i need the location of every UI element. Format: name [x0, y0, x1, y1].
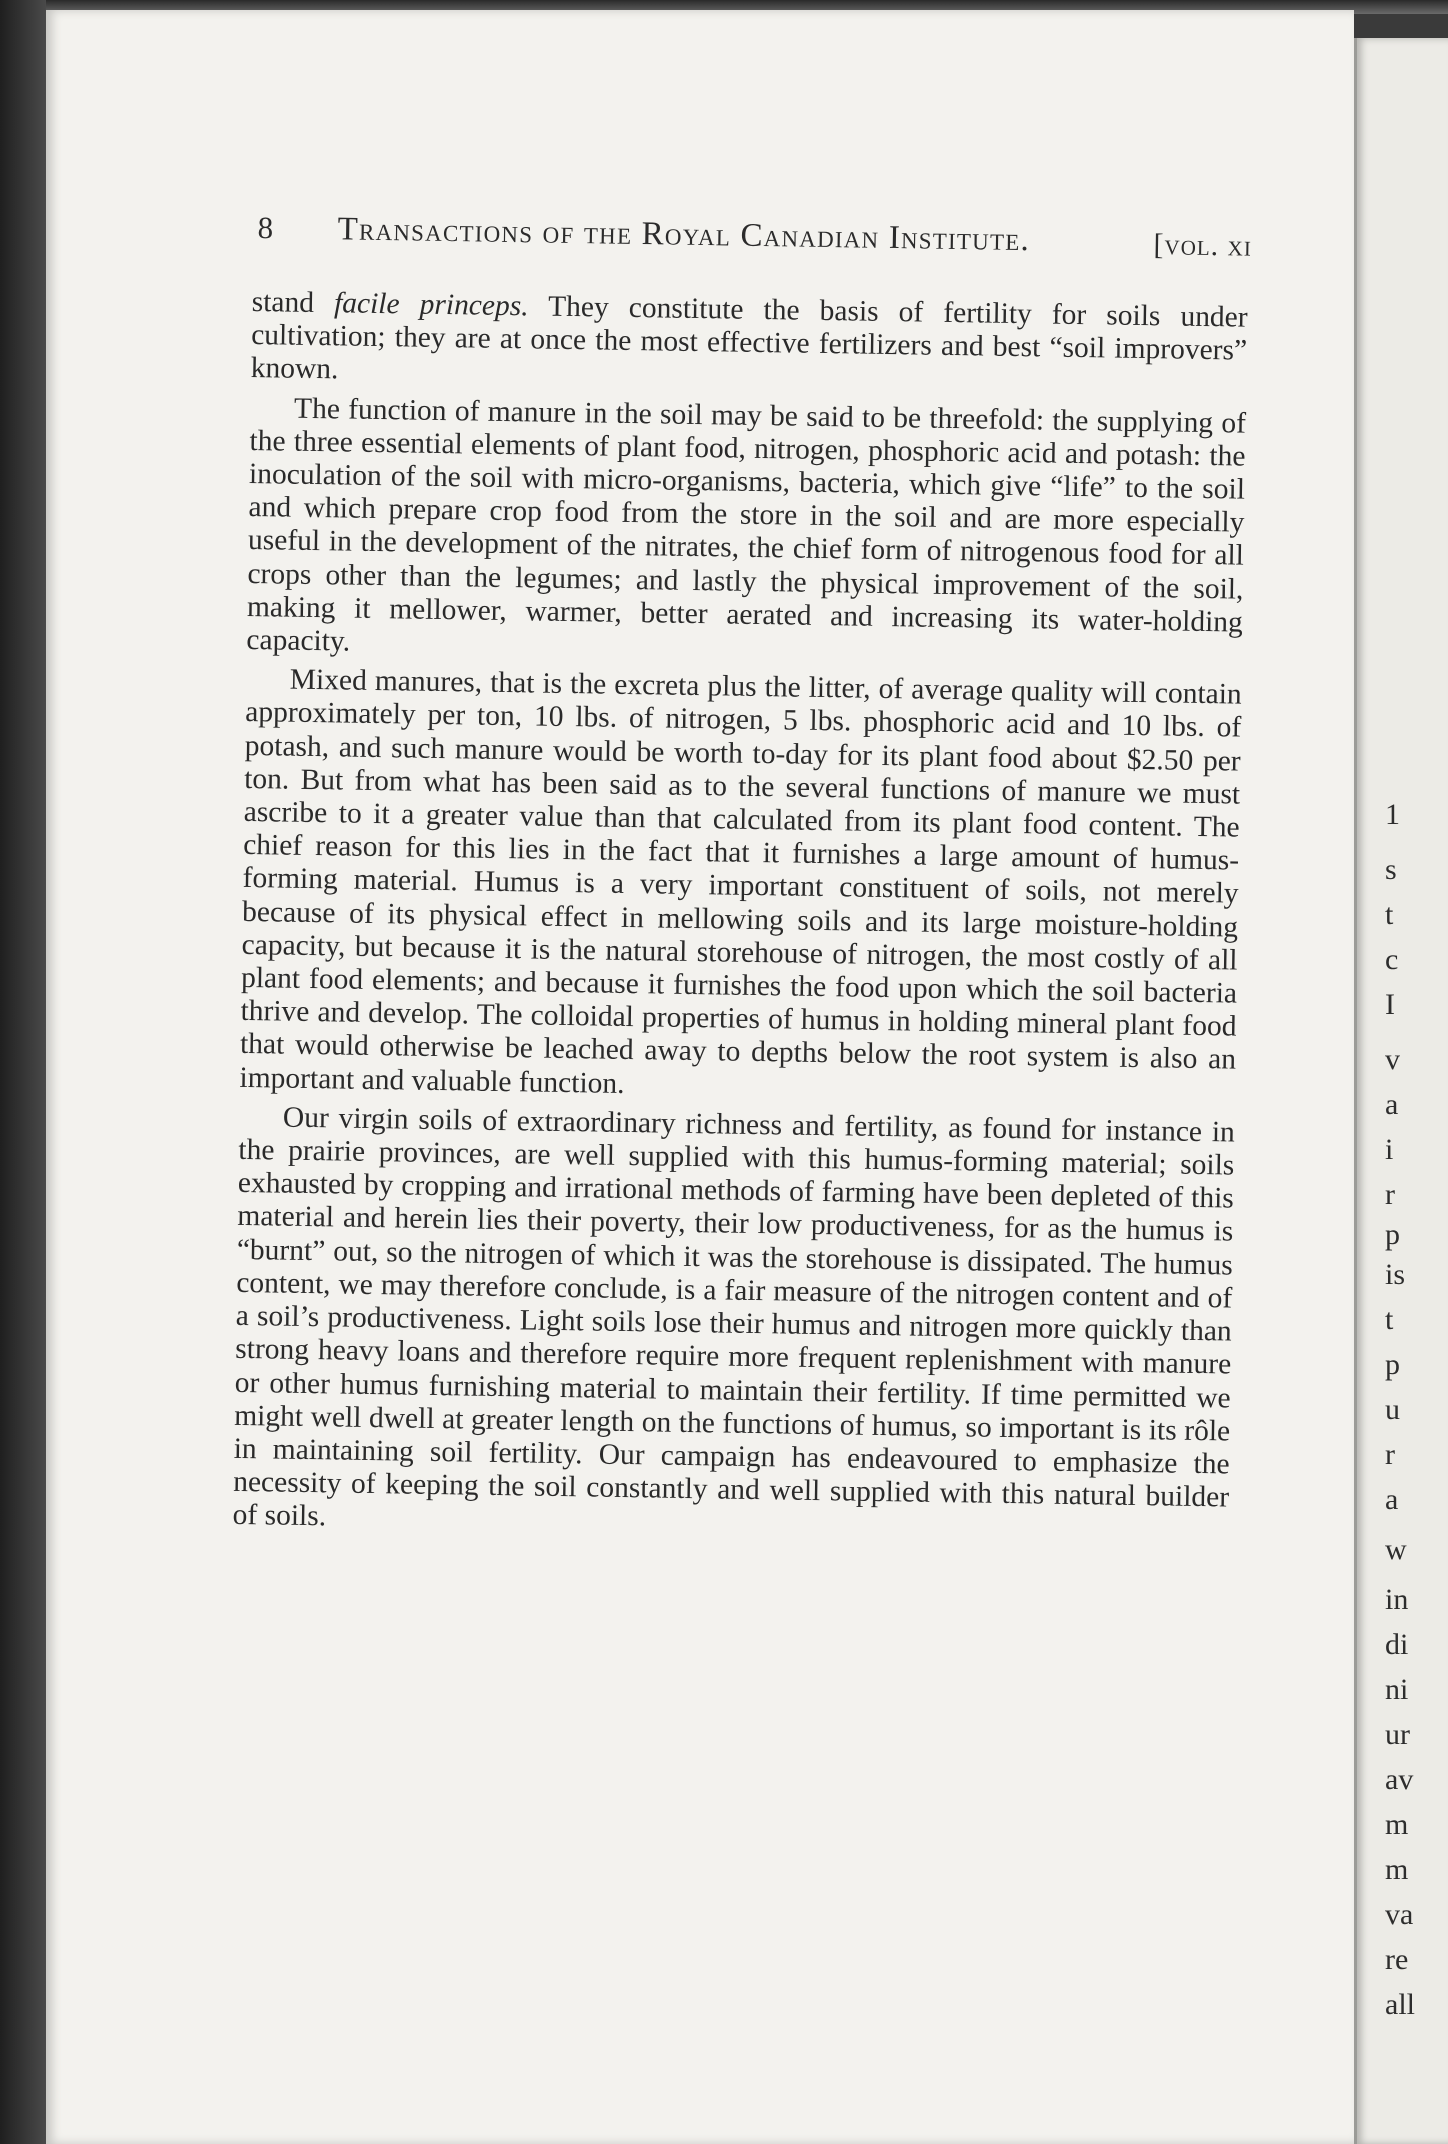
page-number: 8	[257, 210, 274, 246]
facing-page-fragment: c	[1385, 943, 1399, 976]
facing-page-fragment: u	[1385, 1393, 1400, 1426]
facing-page-fragment: ur	[1385, 1718, 1410, 1751]
facing-page-fragment: a	[1385, 1483, 1399, 1516]
journal-title: Transactions of the Royal Canadian Institute.	[337, 211, 1031, 259]
facing-page-fragment: t	[1385, 1303, 1394, 1336]
paragraph-4: Our virgin soils of extraordinary richness and fertility, as found for instance in the prairie provinces, are well supplied with this humus-forming material; soils exhausted by cropping and irrational methods of farming have been depleted of this material and herein lies their poverty, their low productiveness, for as the humus is “burnt” out, so the nitrogen of which it was the storehouse is dissipated. The humus content, we may therefore conclude, is a fair measure of the nitrogen content and of a soil’s productiveness. Light soils lose their humus and nitrogen more quickly than strong heavy loans and therefore require more frequent replenishment with manure or other humus furnishing material to maintain their fertility. If time permitted we might well dwell at greater length on the functions of humus, so important is its rôle in maintaining soil fertility. Our campaign has endeavoured to emphasize the necessity of keeping the soil constantly and well supplied with this natural builder of soils.	[232, 1101, 1236, 1533]
facing-page-fragment: i	[1385, 1133, 1394, 1166]
facing-page-fragment: v	[1385, 1043, 1400, 1076]
volume-label: [vol. xi	[1153, 228, 1253, 263]
facing-page-fragment: t	[1385, 898, 1394, 931]
facing-page-fragment: m	[1385, 1808, 1409, 1841]
facing-page-fragment: w	[1385, 1533, 1407, 1566]
facing-page-fragment: a	[1385, 1088, 1399, 1121]
paragraph-1-prefix: stand	[251, 286, 335, 320]
scan-border-left	[0, 0, 46, 2144]
paragraph-3: Mixed manures, that is the excreta plus the litter, of average quality will contain approximately per ton, 10 lbs. of nitrogen, 5 lbs. phosphoric acid and 10 lbs. of potash, and such manure would be worth to-day for its plant food about $2.50 per ton. But from what has been said as to the several functions of manure we must ascribe to it a greater value than that calculated from its plant food content. The chief reason for this lies in the fact that it furnishes a large amount of humus-forming material. Humus is a very important constituent of soils, not merely because of its physical effect in mellowing soils and its large moisture-holding capacity, but because it is the natural storehouse of nitrogen, the most costly of all plant food elements; and because it furnishes the food upon which the soil bacteria thrive and develop. The colloidal properties of humus in holding mineral plant food that would otherwise be leached away to depths below the root system is also an important and valuable function.	[239, 663, 1242, 1100]
facing-page-fragment: 1	[1385, 798, 1400, 831]
facing-page-fragment: re	[1385, 1943, 1409, 1976]
facing-page-fragment: m	[1385, 1853, 1409, 1886]
facing-page-fragment: I	[1385, 988, 1395, 1021]
italic-phrase: facile princeps.	[333, 287, 529, 323]
facing-page-fragment: av	[1385, 1763, 1414, 1796]
facing-page-fragment: r	[1385, 1178, 1395, 1211]
facing-page-fragment: p	[1385, 1348, 1400, 1381]
facing-page-fragment: p	[1385, 1218, 1400, 1251]
facing-page-fragment: all	[1385, 1988, 1415, 2021]
paragraph-1-rest: They constitute the basis of fertility for soils under cultivation; they are at once the most effective fertilizers and best “soil improvers” known.	[250, 290, 1248, 386]
facing-page-fragment: is	[1385, 1258, 1406, 1291]
facing-page-fragment: di	[1385, 1628, 1409, 1661]
paragraph-2: The function of manure in the soil may be said to be threefold: the supplying of the three essential elements of plant food, nitrogen, phosphoric acid and potash: the inoculation of the soil with micro-organisms, bacteria, which give “life” to the soil and which prepare crop food from the store in the soil and are more especially useful in the development of the nitrates, the chief form of nitrogenous food for all crops other than the legumes; and lastly the physical improvement of the soil, making it mellower, warmer, better aerated and increasing its water-holding capacity.	[246, 392, 1247, 658]
paragraph-1	[250, 286, 1247, 401]
facing-page-fragment: r	[1385, 1438, 1395, 1471]
facing-page-edge	[1354, 38, 1448, 2144]
body-text	[232, 286, 1248, 1554]
facing-page-fragment: ni	[1385, 1673, 1409, 1706]
facing-page-fragment: s	[1385, 853, 1397, 886]
facing-page-fragment: in	[1385, 1583, 1409, 1616]
facing-page-fragment: va	[1385, 1898, 1414, 1931]
